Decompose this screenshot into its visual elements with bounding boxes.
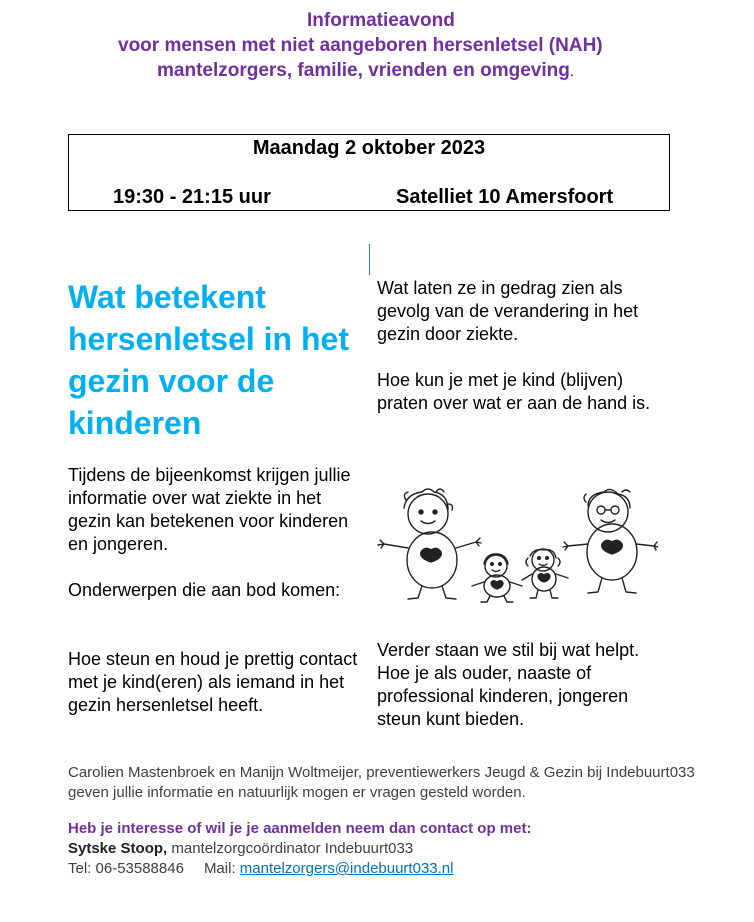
right-paragraph-support: Verder staan we stil bij wat helpt. Hoe je als ouder, naaste of professional kinderen, jongeren steun kunt bieden. [377, 640, 640, 729]
left-paragraph-topics: Onderwerpen die aan bod komen: [68, 580, 341, 600]
main-heading: Wat betekent hersenletsel in het gezin voor de kinderen [68, 279, 349, 441]
contact-name: Sytske Stoop, [68, 840, 168, 857]
subtitle-dot: . [569, 63, 574, 79]
flyer-subtitle-caregivers [157, 60, 574, 82]
contact-mail-link[interactable]: mantelzorgers@indebuurt033.nl [239, 860, 454, 877]
flyer-title: Informatieavond [307, 10, 455, 31]
event-location: Satelliet 10 Amersfoort [396, 186, 614, 208]
presenters-credits: Carolien Mastenbroek en Manijn Woltmeijer, preventiewerkers Jeugd & Gezin bij Indebuurt033 geven jullie informatie en natuurlijk mogen er vragen gesteld worden. [68, 764, 695, 801]
child-figure-small-icon [472, 554, 522, 602]
child-figure-girl-icon [522, 549, 568, 598]
contact-person [68, 840, 413, 857]
left-paragraph-intro: Tijdens de bijeenkomst krijgen jullie informatie over wat ziekte in het gezin kan betekenen voor kinderen en jongeren. [68, 465, 351, 554]
right-paragraph-talking: Hoe kun je met je kind (blijven) praten over wat er aan de hand is. [377, 370, 651, 413]
adult-figure-right-icon [563, 489, 658, 593]
contact-role: mantelzorgcoördinator Indebuurt033 [167, 840, 414, 857]
flyer-subtitle-audience: voor mensen met niet aangeboren hersenletsel (NAH) [118, 35, 603, 56]
column-divider [369, 244, 370, 275]
contact-heading: Heb je interesse of wil je je aanmelden neem dan contact op met: [68, 820, 532, 837]
contact-mail-label: Mail: [203, 860, 236, 877]
subtitle-text: mantelzorgers, familie, vrienden en omgeving [157, 60, 570, 81]
contact-details [68, 860, 453, 877]
left-paragraph-contact: Hoe steun en houd je prettig contact met je kind(eren) als iemand in het gezin hersenletsel heeft. [68, 649, 358, 715]
family-drawing-icon [376, 486, 658, 604]
contact-phone: Tel: 06-53588846 [68, 860, 184, 877]
event-details-box [68, 134, 670, 211]
right-paragraph-behaviour: Wat laten ze in gedrag zien als gevolg van de verandering in het gezin door ziekte. [377, 278, 639, 344]
event-time: 19:30 - 21:15 uur [113, 186, 271, 208]
event-date: Maandag 2 oktober 2023 [252, 137, 486, 159]
adult-figure-left-icon [378, 489, 481, 599]
